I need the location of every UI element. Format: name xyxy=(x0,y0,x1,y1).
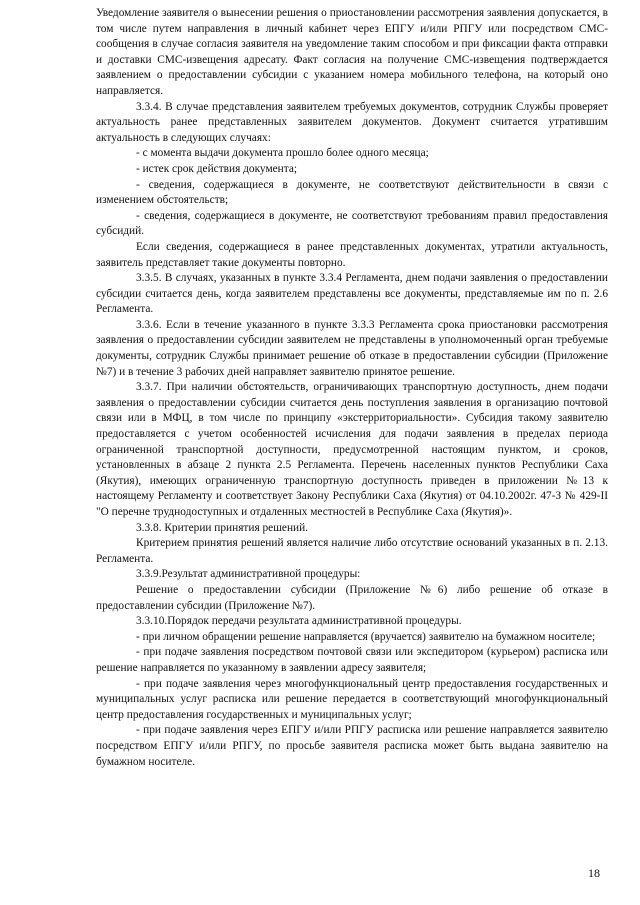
paragraph: 3.3.7. При наличии обстоятельств, ограничивающих транспортную доступность, днем подачи заявления о предоставлении субсидии считается день поступления заявления в организацию почтовой связи или в МФЦ, в том числе по принципу «экстерриториальности». Субсидия такому заявителю предоставляется с учетом особенностей исчисления для подачи заявления в пределах периода ограниченной транспортной доступности, предусмотренной настоящим пунктом, и сроков, установленных в абзаце 2 пункта 2.5 Регламента. Перечень населенных пунктов Республики Саха (Якутия), имеющих ограниченную транспортную доступность приведен в приложении №13 к настоящему Регламенту и соответствует Закону Республики Саха (Якутия) от 04.10.2002г. 47-З № 429-II "О перечне труднодоступных и отдаленных местностей в Республике Саха (Якутия)». xyxy=(96,381,608,518)
list-item: - при личном обращении решение направляется (вручается) заявителю на бумажном носителе; xyxy=(136,630,596,643)
paragraph: 3.3.5. В случаях, указанных в пункте 3.3.4 Регламента, днем подачи заявления о предоставлении субсидии считается день, когда заявителем представлены все документы, представляемые им по п. 2.6 Регламента. xyxy=(96,272,608,316)
page-number: 18 xyxy=(588,866,600,880)
paragraph: 3.3.8. Критерии принятия решений. xyxy=(136,521,309,534)
paragraph: 3.3.9.Результат административной процедуры: xyxy=(136,568,361,581)
list-item: - истек срок действия документа; xyxy=(136,162,298,175)
paragraph: 3.3.10.Порядок передачи результата административной процедуры. xyxy=(136,615,462,628)
list-item: - при подаче заявления посредством почтовой связи или экспедитором (курьером) расписка или решение направляется по указанному в заявлении адресу заявителя; xyxy=(96,646,608,674)
paragraph: 3.3.4. В случае представления заявителем требуемых документов, сотрудник Службы проверяет актуальность ранее представленных заявителем документов. Документ считается утратившим актуальность в следующих случаях: xyxy=(96,100,608,144)
list-item: - сведения, содержащиеся в документе, не соответствуют действительности в связи с изменением обстоятельств; xyxy=(96,178,608,207)
paragraph: Критерием принятия решений является наличие либо отсутствие оснований указанных в п. 2.13. Регламента. xyxy=(96,537,608,565)
paragraph: 3.3.6. Если в течение указанного в пункте 3.3.3 Регламента срока приостановки рассмотрения заявления о предоставлении субсидии заявителем не представлены в уполномоченный орган требуемые документы, сотрудник Службы принимает решение об отказе в предоставлении субсидии (Приложение №7) и в течение 3 рабочих дней направляет заявителю принятое решение. xyxy=(96,318,608,378)
list-item: - при подаче заявления через многофункциональный центр предоставления государственных и муниципальных услуг расписка или решение передается в соответствующий многофункциональный центр предоставления государственных и муниципальных услуг; xyxy=(96,677,608,721)
list-item: - при подаче заявления через ЕПГУ и/или РПГУ расписка или решение направляется заявителю посредством ЕПГУ и/или РПГУ, по просьбе заявителя расписка может быть выдана заявителю на бумажном носителе. xyxy=(96,724,608,768)
list-item: - с момента выдачи документа прошло более одного месяца; xyxy=(136,147,429,160)
paragraph: Уведомление заявителя о вынесении решения о приостановлении рассмотрения заявления допускается, в том числе путем направления в личный кабинет через ЕПГУ и/или РПГУ или посредством СМС-сообщения в случае согласия заявителя на уведомление таким способом и при фиксации факта отправки и доставки СМС-извещения адресату. Факт согласия на получение СМС-извещения подтверждается заявлением о предоставлении субсидии с указанием номера мобильного телефона, на который оно направляется. xyxy=(96,7,608,97)
paragraph: Решение о предоставлении субсидии (Приложение №6) либо решение об отказе в предоставлении субсидии (Приложение №7). xyxy=(96,583,608,612)
list-item: - сведения, содержащиеся в документе, не соответствуют требованиям правил предоставления субсидий. xyxy=(96,209,608,238)
paragraph: Если сведения, содержащиеся в ранее представленных документах, утратили актуальность, заявитель представляет такие документы повторно. xyxy=(96,240,608,269)
document-body xyxy=(96,6,608,770)
